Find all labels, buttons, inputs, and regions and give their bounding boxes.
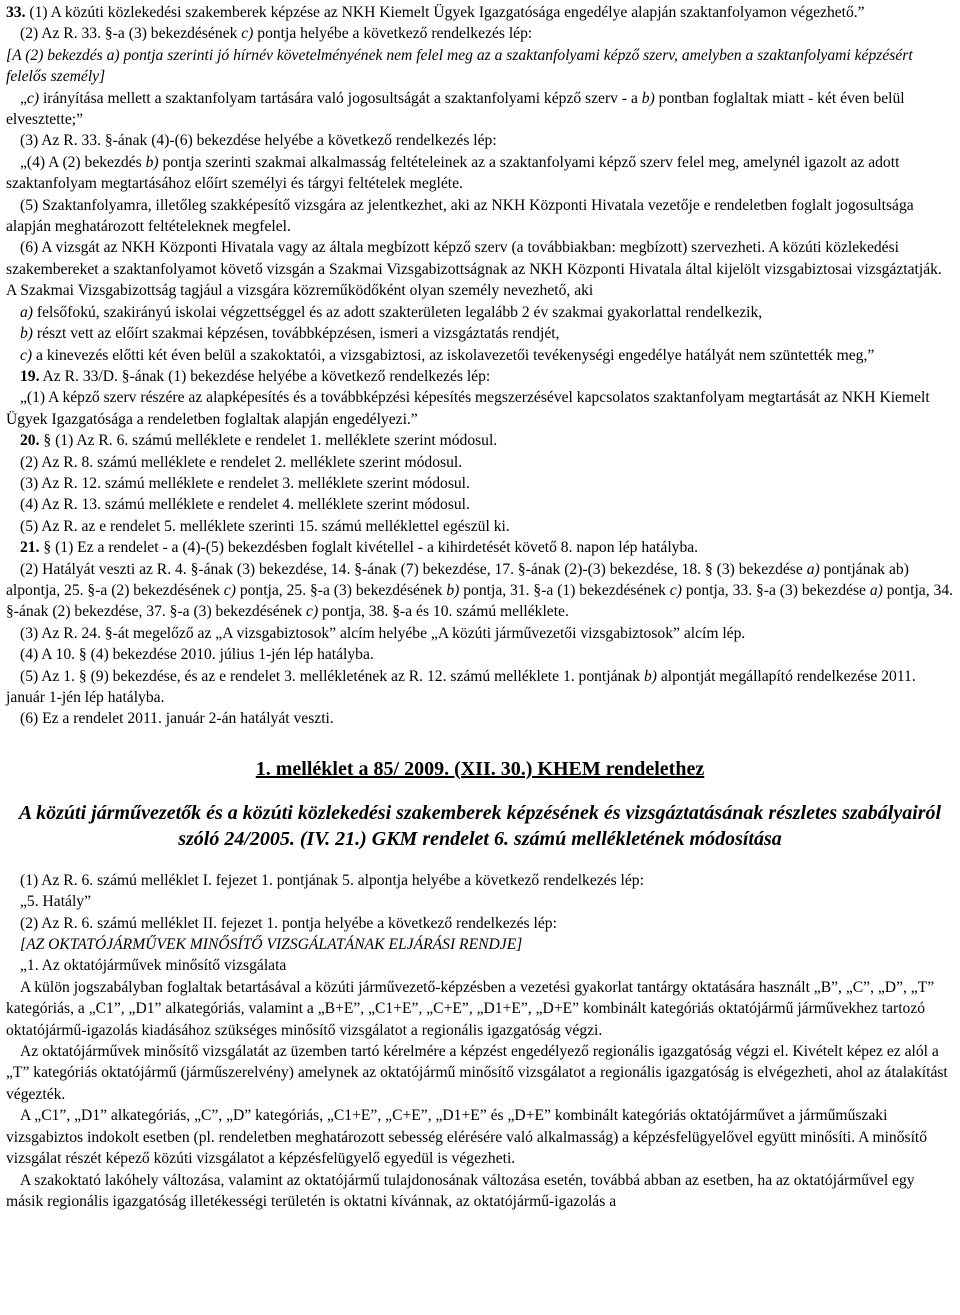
paragraph [6,2,954,23]
text-run: „1. Az oktatójárművek minősítő vizsgálata [20,957,287,975]
text-run: A külön jogszabályban foglaltak betartásával a közúti járművezető-képzésben a vezetési gyakorlat tantárgy oktatására használt „B”, „C”, „D”, „T” kategóriás, a „C1”, „D1” alkategóriás, valamint a „B+E”, „C1+E”, „C+E”, „D1+E”, „D+E” kombinált kategóriás oktatójármű járművekhez tartozó oktatójármű-igazolás kiadásához szükséges minősítő vizsgálatot a regionális igazgatóság végzi. [6,978,935,1039]
text-run: „(1) A képző szerv részére az alapképesítés és a továbbképzési képesítés megszerzésével kapcsolatos szaktanfolyam megtartását az NKH Kiemelt Ügyek Igazgatósága a rendeletben foglaltak alapján engedélyezi.” [6,389,930,428]
text-run: a) [20,303,33,321]
section-spacer [6,730,954,756]
paragraph [6,644,954,665]
text-run: pontban foglaltak miatt - két éven belül elvesztette;” [6,89,905,129]
text-run: a kinevezés előtti két éven belül a szakoktatói, a vizsgabiztosi, az iskolavezetői tevékenységi engedélye hatályát nem szüntették meg,” [32,346,875,364]
paragraph [6,45,954,88]
paragraph [6,387,954,430]
text-run: a) [869,581,883,599]
paragraph [6,623,954,644]
text-run: pontjának ab) alpontja, 25. §-a (2) bekezdésének [6,560,909,599]
text-run: c) [20,346,33,364]
text-run: (5) Az R. az e rendelet 5. melléklete szerinti 15. számú melléklettel egészül ki. [20,517,510,535]
text-run: pontja, 34. §-ának (2) bekezdése, 37. §-a (3) bekezdésének [6,581,954,621]
paragraph [6,345,954,366]
text-run: pontja, 38. §-a és 10. számú melléklete. [318,603,569,621]
text-run: (1) A közúti közlekedési szakemberek képzése az NKH Kiemelt Ügyek Igazgatósága engedélye alapján szaktanfolyamon végezhető.” [25,4,865,21]
text-run: (1) Az R. 6. számú melléklet I. fejezet 1. pontjának 5. alpontja helyébe a következő rendelkezés lép: [20,871,644,889]
text-run: „(4) A (2) bekezdés [20,153,146,171]
text-run: „ [20,89,27,107]
text-run: (3) Az R. 33. §-ának (4)-(6) bekezdése helyébe a következő rendelkezés lép: [20,132,497,150]
text-run: 21. [20,539,40,557]
text-run: c) [223,581,236,599]
text-run: c) [241,25,254,43]
text-run: (4) Az R. 13. számú melléklete e rendelet 4. melléklete szerint módosul. [20,496,470,514]
section-spacer [6,782,954,800]
paragraph [6,323,954,344]
text-run: (4) A 10. § (4) bekezdése 2010. július 1-jén lép hatályba. [20,646,374,664]
paragraph [6,473,954,494]
text-run: pontja, 25. §-a (3) bekezdésének [235,581,447,599]
text-run: (3) Az R. 24. §-át megelőző az „A vizsgabiztosok” alcím helyébe „A közúti járművezetői vizsgabiztosok” alcím lép. [20,624,746,642]
paragraph [6,237,954,301]
paragraph [6,494,954,515]
text-run: (2) Az R. 6. számú melléklet II. fejezet 1. pontja helyébe a következő rendelkezés lép: [20,914,557,932]
annex-title: 1. melléklet a 85/ 2009. (XII. 30.) KHEM rendelethez [255,757,705,780]
text-run: c) [26,89,40,107]
paragraph [6,130,954,151]
paragraph [6,870,954,891]
text-run: (3) Az R. 12. számú melléklete e rendelet 3. melléklete szerint módosul. [20,474,470,492]
text-run: (5) Szaktanfolyamra, illetőleg szakképesítő vizsgára az jelentkezhet, aki az NKH Központi Hivatala vezetője e rendeletben foglalt jogosultsága alapján meghatározott feltételeknek megfelel. [6,196,914,236]
text-run: b) [446,581,460,599]
annex-subtitle: A közúti járművezetők és a közúti közlekedési szakemberek képzésének és vizsgáztatásának részletes szabályairól szóló 24/2005. (IV. 21.) GKM rendelet 6. számú mellékletének módosítása [18,801,942,850]
text-run: pontja, 31. §-a (1) bekezdésének [459,581,670,599]
text-run: a) [806,560,820,578]
text-run: [A (2) bekezdés a) pontja szerinti jó hírnév követelményének nem felel meg az a szaktanfolyami képző szerv, amelyben a szaktanfolyami képzésért felelős személy] [6,46,913,86]
text-run: c) [669,581,682,599]
paragraph [6,708,954,729]
paragraph [6,977,954,1041]
paragraph [6,537,954,558]
text-run: 19. [20,367,40,385]
text-run: (6) A vizsgát az NKH Központi Hivatala vagy az általa megbízott képző szerv (a továbbiakban: megbízott) szervezheti. A közúti közlekedési szakembereket a szaktanfolyamot követő vizsgán a Szakmai Vizsgabizottságnak az NKH Központi Hivatala által kijelölt vizsgabiztosai vizsgáztatják. A Szakmai Vizsgabizottság tagjául a vizsgára közreműködőként olyan személy nevezhető, aki [6,239,942,300]
text-run: § (1) Ez a rendelet - a (4)-(5) bekezdésben foglalt kivétellel - a kihirdetését követő 8. napon lép hatályba. [39,539,699,557]
paragraph [6,955,954,976]
text-run: c) [306,603,319,621]
text-run: A szakoktató lakóhely változása, valamint az oktatójármű tulajdonosának változása esetén, továbbá abban az esetben, ha az oktatójárművel egy másik regionális igazgatóság illetékességi területén is oktatni kívánnak, az oktatójármű-igazolás a [6,1171,915,1210]
text-run: (2) Az R. 33. §-a (3) bekezdésének [20,25,242,43]
paragraph [6,934,954,955]
text-run: A „C1”, „D1” alkategóriás, „C”, „D” kategóriás, „C1+E”, „C+E”, „D1+E” és „D+E” kombinált kategóriás oktatójárművet a járműműszaki vizsgabiztos indokolt esetben (pl. rendeletben meghatározott sebesség elérésére való alkalmasság) a képzésfelügyelővel együtt minősíti. A minősítő vizsgálat részét képező közúti vizsgálatot a képzésfelügyelő egyedül is végezheti. [6,1107,928,1168]
text-run: b) [641,89,655,107]
paragraph [6,88,954,131]
paragraph [6,1105,954,1169]
text-run: Az R. 33/D. §-ának (1) bekezdése helyébe a következő rendelkezés lép: [39,367,491,385]
paragraph [6,302,954,323]
paragraph [6,559,954,623]
text-run: „5. Hatály” [20,893,92,911]
paragraph [6,452,954,473]
text-run: 33. [6,4,26,21]
text-run: [AZ OKTATÓJÁRMŰVEK MINŐSÍTŐ VIZSGÁLATÁNAK ELJÁRÁSI RENDJE] [20,936,523,954]
text-run: Az oktatójárművek minősítő vizsgálatát az üzemben tartó kérelmére a képzést engedélyező regionális igazgatóság végzi el. Kivételt képez ez alól a „T” kategóriás oktatójármű (járműszerelvény) amelynek az oktatójármű minősítő vizsgálatot a regionális igazgatóság is elvégezheti, ahol az átalakítást végezték. [6,1043,948,1103]
paragraph [6,666,954,709]
text-run: pontja szerinti szakmai alkalmasság feltételeinek az a szaktanfolyami képző szerv felel meg, amelynél igazolt az adott szaktanfolyam megtartásához előírt személyi és tárgyi feltételek megléte. [6,153,900,193]
text-run: (2) Hatályát veszti az R. 4. §-ának (3) bekezdése, 14. §-ának (7) bekezdése, 17. §-ának (2)-(3) bekezdése, 18. § (3) bekezdése [20,560,807,578]
paragraph [6,195,954,238]
section-spacer [6,852,954,870]
text-run: irányítása mellett a szaktanfolyam tartására való jogosultságát a szaktanfolyami képző szerv - a [39,89,642,107]
paragraph [6,913,954,934]
text-run: § (1) Az R. 6. számú melléklete e rendelet 1. melléklete szerint módosul. [39,432,498,450]
text-run: (6) Ez a rendelet 2011. január 2-án hatályát veszti. [20,710,334,728]
text-run: felsőfokú, szakirányú iskolai végzettséggel és az adott szakterületen legalább 2 év szakmai gyakorlattal rendelkezik, [33,303,763,321]
text-run: b) [643,667,657,685]
paragraph [6,1041,954,1105]
paragraph [6,152,954,195]
paragraph [6,23,954,44]
text-run: b) [145,153,159,171]
paragraph [6,1170,954,1213]
paragraph [6,430,954,451]
text-run: alpontját megállapító rendelkezése 2011. január 1-jén lép hatályba. [6,667,916,706]
text-run: részt vett az előírt szakmai képzésen, továbbképzésen, ismeri a vizsgáztatás rendjét, [33,325,560,343]
document-body [6,2,954,730]
text-run: 20. [20,432,40,450]
text-run: (2) Az R. 8. számú melléklete e rendelet 2. melléklete szerint módosul. [20,453,463,471]
text-run: pontja helyébe a következő rendelkezés lép: [253,25,533,43]
paragraph [6,891,954,912]
annex-body [6,870,954,1213]
text-run: (5) Az 1. § (9) bekezdése, és az e rendelet 3. mellékletének az R. 12. számú melléklete 1. pontjának [20,667,644,685]
text-run: b) [20,325,33,343]
text-run: pontja, 33. §-a (3) bekezdése [681,581,870,599]
paragraph [6,366,954,387]
paragraph [6,516,954,537]
